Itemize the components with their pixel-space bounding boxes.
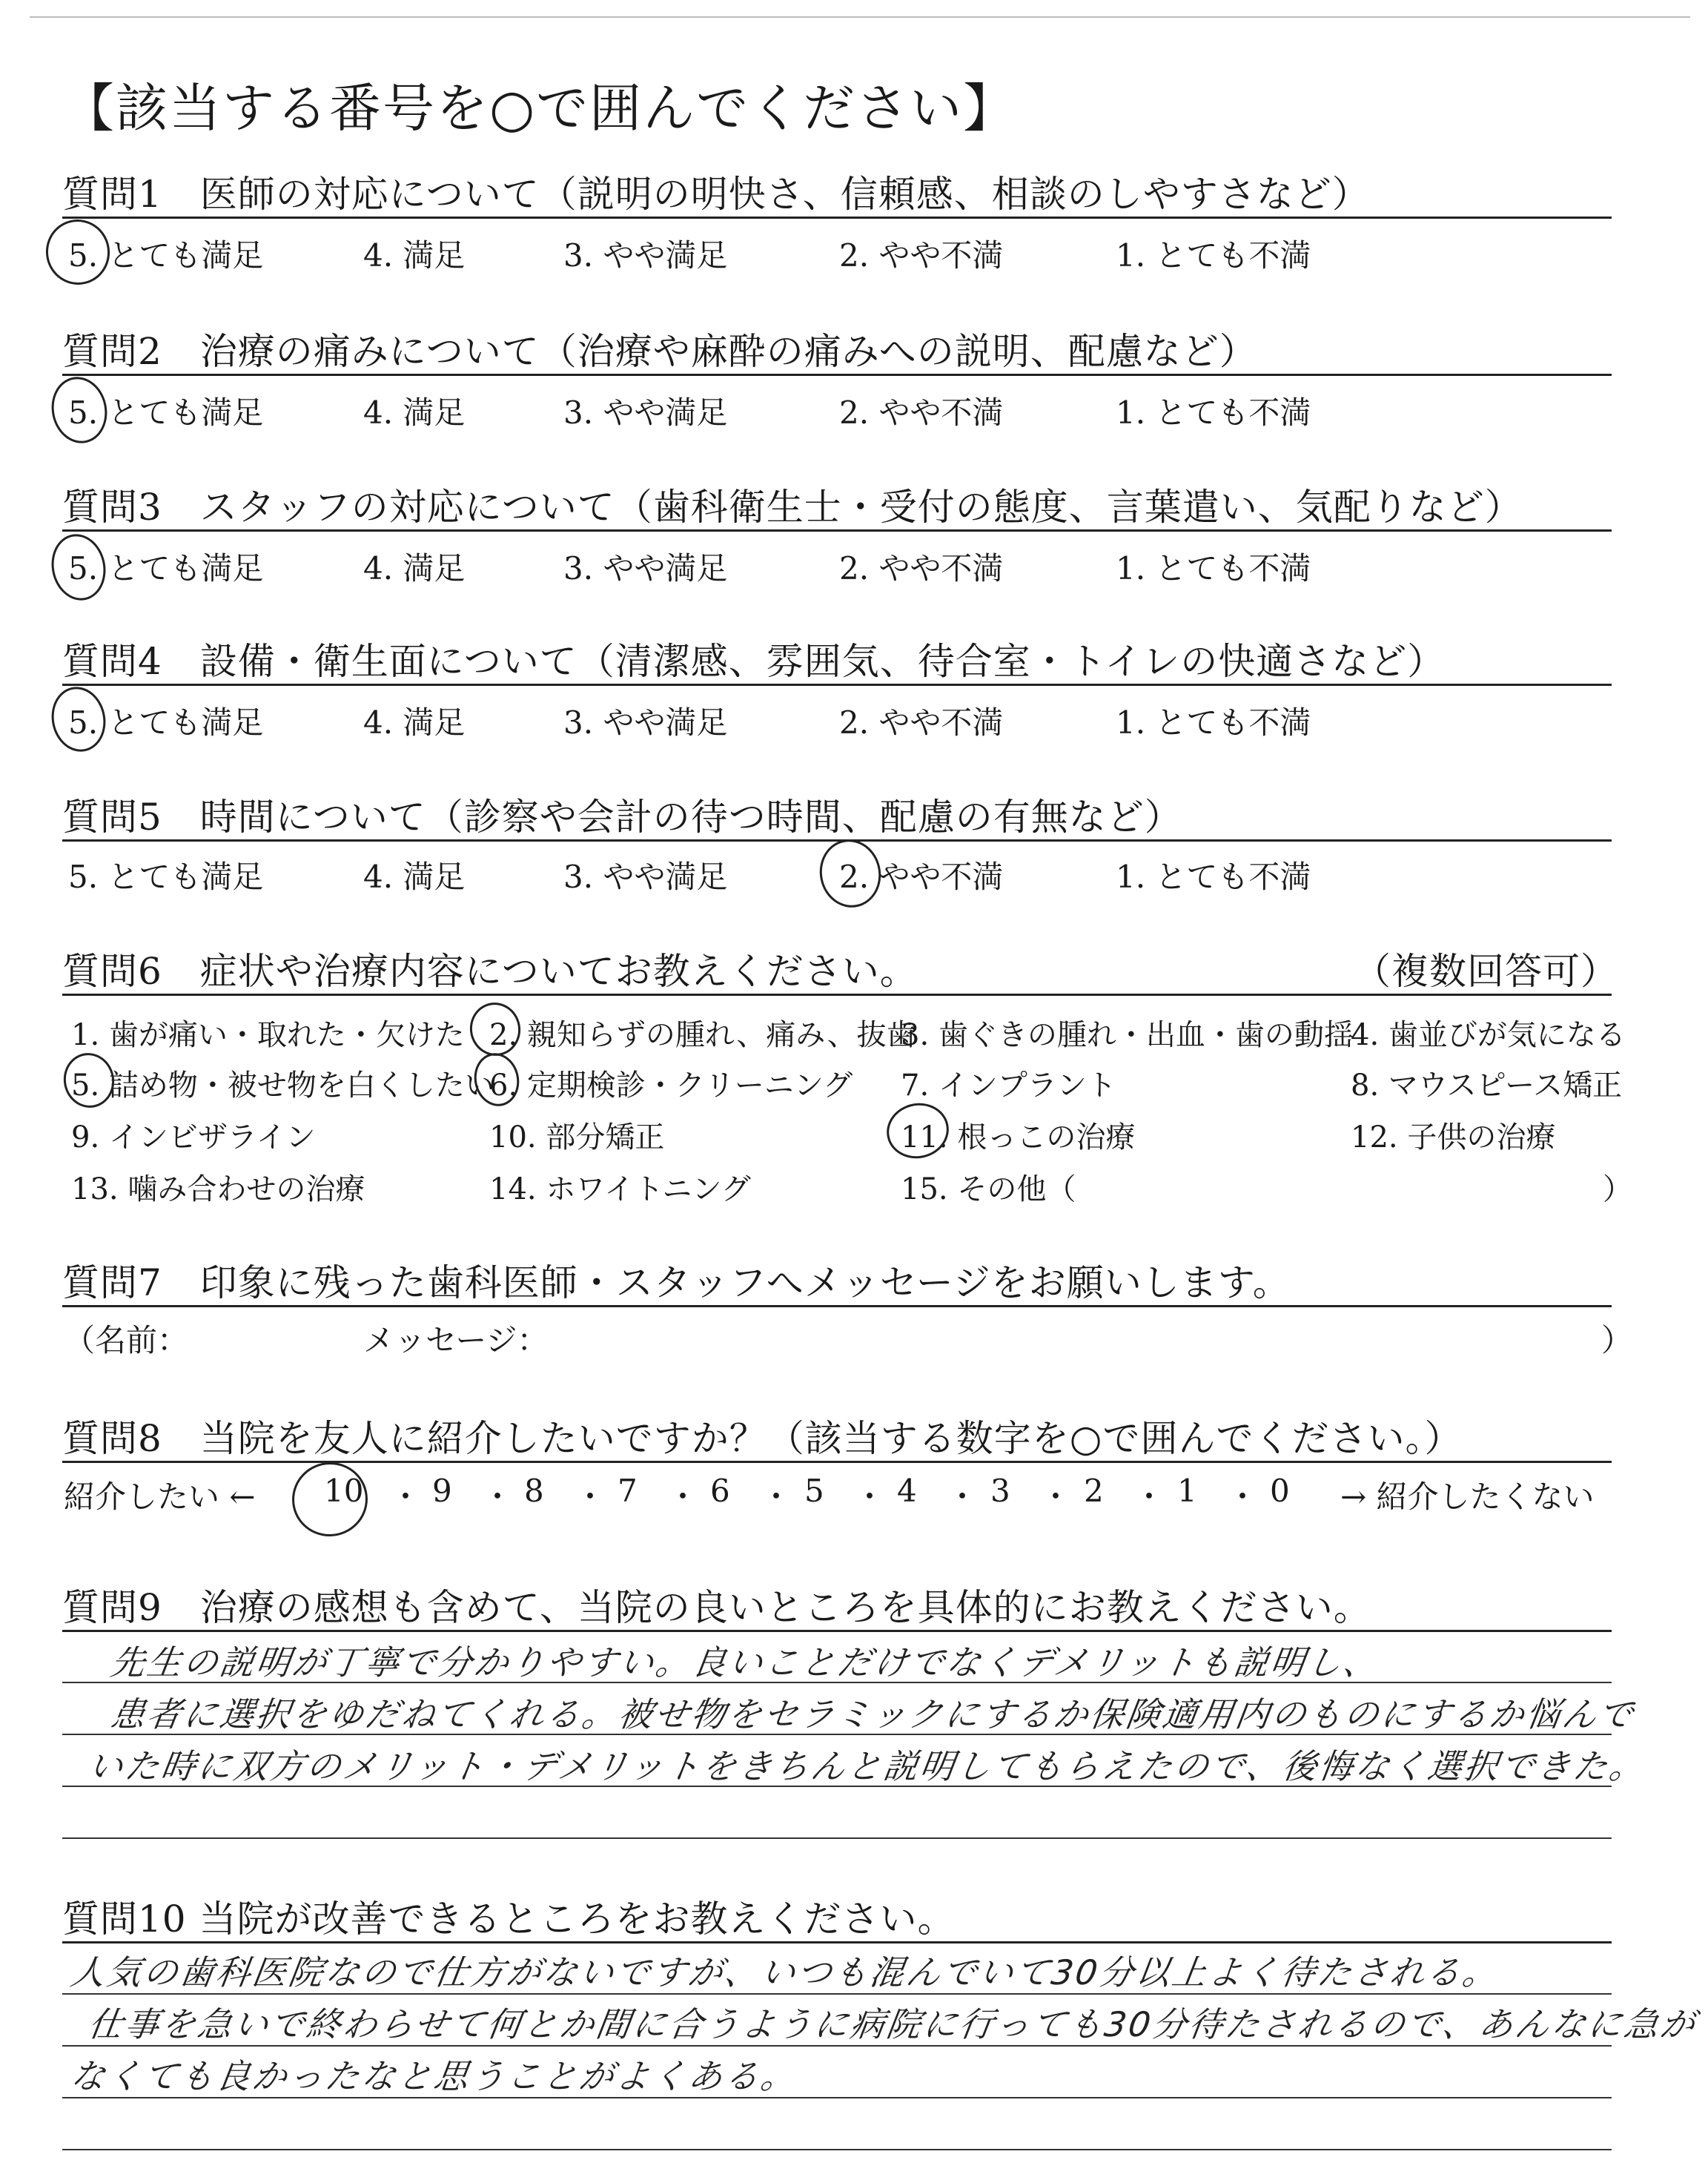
q6-option-11[interactable]: 11. 根っこの治療 — [901, 1120, 1136, 1155]
q6-rule — [62, 994, 1612, 996]
q5-option-3[interactable]: 3. やや満足 — [563, 859, 728, 895]
q8-title: 質問8 当院を友人に紹介したいですか？（該当する数字を○で囲んでください。） — [62, 1417, 1463, 1460]
q8-sep: ・ — [854, 1479, 886, 1515]
q8-sep: ・ — [1040, 1479, 1072, 1515]
q7-name-label: （名前： — [64, 1322, 189, 1358]
q2-option-2[interactable]: 2. やや不満 — [839, 394, 1004, 431]
q6-option-15-close: ） — [1603, 1172, 1632, 1206]
q5-option-2[interactable]: 2. やや不満 — [839, 859, 1004, 895]
q5-option-4[interactable]: 4. 満足 — [363, 859, 466, 895]
q1-option-1[interactable]: 1. とても不満 — [1116, 237, 1311, 274]
q4-answer-circle — [46, 681, 112, 756]
q2-option-5[interactable]: 5. とても満足 — [68, 394, 264, 431]
q6-option-6[interactable]: 6. 定期検診・クリーニング — [489, 1069, 853, 1103]
q8-sep: ・ — [761, 1479, 792, 1515]
q4-option-4[interactable]: 4. 満足 — [363, 704, 466, 741]
q6-option-15[interactable]: 15. その他（ — [901, 1172, 1076, 1206]
q10-title: 質問10 当院が改善できるところをお教えください。 — [62, 1898, 956, 1941]
q7-message-label: メッセージ： — [363, 1322, 549, 1358]
q4-option-3[interactable]: 3. やや満足 — [563, 704, 728, 741]
q5-option-1[interactable]: 1. とても不満 — [1116, 859, 1311, 895]
q8-sep: ・ — [667, 1479, 699, 1515]
q8-scale-7[interactable]: 7 — [618, 1473, 638, 1509]
q6-option-7[interactable]: 7. インプラント — [901, 1069, 1116, 1103]
q9-answer-line-3: いた時に双方のメリット・デメリットをきちんと説明してもらえたので、後悔なく選択できた。 — [85, 1746, 1649, 1786]
q6-option-10[interactable]: 10. 部分矯正 — [489, 1120, 665, 1155]
q6-title: 質問6 症状や治療内容についてお教えください。 — [62, 950, 918, 993]
q1-option-3[interactable]: 3. やや満足 — [563, 237, 728, 274]
q8-scale-1[interactable]: 1 — [1177, 1473, 1197, 1509]
q9-line-4 — [62, 1837, 1612, 1839]
q2-rule — [62, 374, 1612, 376]
q1-option-2[interactable]: 2. やや不満 — [839, 237, 1004, 274]
q3-answer-circle — [45, 529, 111, 605]
q1-title: 質問1 医師の対応について（説明の明快さ、信頼感、相談のしやすさなど） — [62, 173, 1370, 216]
q10-rule — [62, 1941, 1612, 1943]
q5-option-5[interactable]: 5. とても満足 — [68, 859, 264, 895]
q1-option-4[interactable]: 4. 満足 — [363, 237, 466, 274]
q3-title: 質問3 スタッフの対応について（歯科衛生士・受付の態度、言葉遣い、気配りなど） — [62, 486, 1523, 529]
q4-option-5[interactable]: 5. とても満足 — [68, 704, 264, 741]
q6-option-13[interactable]: 13. 噛み合わせの治療 — [71, 1172, 365, 1206]
q8-sep: ・ — [482, 1479, 514, 1515]
q9-answer-line-1: 先生の説明が丁寧で分かりやすい。良いことだけでなくデメリットも説明し、 — [107, 1642, 1383, 1682]
q3-option-4[interactable]: 4. 満足 — [363, 550, 466, 587]
q1-rule — [62, 217, 1612, 219]
q9-title: 質問9 治療の感想も含めて、当院の良いところを具体的にお教えください。 — [62, 1586, 1371, 1629]
q4-rule — [62, 684, 1612, 686]
q2-answer-circle — [45, 371, 113, 448]
q10-answer-line-2: 仕事を急いで終わらせて何とか間に合うように病院に行っても30分待たされるので、あんなに急が — [85, 2004, 1700, 2044]
q3-rule — [62, 529, 1612, 532]
q4-option-1[interactable]: 1. とても不満 — [1116, 704, 1311, 741]
q8-sep: ・ — [1227, 1479, 1259, 1515]
q6-option-12[interactable]: 12. 子供の治療 — [1351, 1120, 1556, 1155]
q5-answer-circle — [813, 833, 887, 913]
q7-rule — [62, 1305, 1612, 1307]
q6-option-8[interactable]: 8. マウスピース矯正 — [1351, 1069, 1623, 1103]
q6-option-1[interactable]: 1. 歯が痛い・取れた・欠けた — [71, 1018, 465, 1052]
q2-title: 質問2 治療の痛みについて（治療や麻酔の痛みへの説明、配慮など） — [62, 330, 1257, 373]
q6-option-3[interactable]: 3. 歯ぐきの腫れ・出血・歯の動揺 — [901, 1018, 1354, 1052]
q1-option-5[interactable]: 5. とても満足 — [68, 237, 264, 274]
page-top-line — [30, 16, 1690, 18]
q3-option-2[interactable]: 2. やや不満 — [839, 550, 1004, 587]
q10-answer-line-3: なくても良かったなと思うことがよくある。 — [67, 2056, 801, 2096]
q8-sep: ・ — [1133, 1479, 1165, 1515]
q8-scale-10[interactable]: 10 — [324, 1473, 364, 1509]
form-header: 【該当する番号を○で囲んでください】 — [62, 78, 1017, 139]
q8-scale-5[interactable]: 5 — [804, 1473, 824, 1509]
q9-answer-line-2: 患者に選択をゆだねてくれる。被せ物をセラミックにするか保険適用内のものにするか悩んで — [107, 1694, 1638, 1734]
q6-option-9[interactable]: 9. インビザライン — [71, 1120, 316, 1155]
q8-sep: ・ — [947, 1479, 979, 1515]
q8-rule — [62, 1461, 1612, 1463]
q8-right-label: → 紹介したくない — [1340, 1479, 1595, 1515]
q6-option-5[interactable]: 5. 詰め物・被せ物を白くしたい — [71, 1069, 494, 1103]
q8-left-label: 紹介したい ← — [64, 1479, 256, 1515]
q10-line-4 — [62, 2149, 1612, 2150]
q9-rule — [62, 1630, 1612, 1632]
q3-option-3[interactable]: 3. やや満足 — [563, 550, 728, 587]
q8-answer-circle — [285, 1455, 375, 1543]
q8-scale-2[interactable]: 2 — [1084, 1473, 1104, 1509]
q3-option-1[interactable]: 1. とても不満 — [1116, 550, 1311, 587]
q5-title: 質問5 時間について（診察や会計の待つ時間、配慮の有無など） — [62, 796, 1182, 839]
q2-option-1[interactable]: 1. とても不満 — [1116, 394, 1311, 431]
q7-title: 質問7 印象に残った歯科医師・スタッフへメッセージをお願いします。 — [62, 1261, 1291, 1304]
q3-option-5[interactable]: 5. とても満足 — [68, 550, 264, 587]
q10-answer-line-1: 人気の歯科医院なので仕方がないですが、いつも混んでいて30分以上よく待たされる。 — [67, 1952, 1502, 1992]
q4-title: 質問4 設備・衛生面について（清潔感、雰囲気、待合室・トイレの快適さなど） — [62, 640, 1446, 683]
q8-scale-9[interactable]: 9 — [432, 1473, 452, 1509]
q8-scale-0[interactable]: 0 — [1270, 1473, 1290, 1509]
q1-answer-circle — [40, 214, 116, 291]
q2-option-4[interactable]: 4. 満足 — [363, 394, 466, 431]
q8-scale-6[interactable]: 6 — [710, 1473, 730, 1509]
q8-sep: ・ — [575, 1479, 606, 1515]
q8-scale-3[interactable]: 3 — [990, 1473, 1010, 1509]
q2-option-3[interactable]: 3. やや満足 — [563, 394, 728, 431]
q6-option-14[interactable]: 14. ホワイトニング — [489, 1172, 751, 1206]
q8-scale-4[interactable]: 4 — [897, 1473, 917, 1509]
q4-option-2[interactable]: 2. やや不満 — [839, 704, 1004, 741]
q6-note: （複数回答可） — [1354, 950, 1618, 993]
q6-option-2[interactable]: 2. 親知らずの腫れ、痛み、抜歯 — [489, 1018, 916, 1052]
q8-scale-8[interactable]: 8 — [524, 1473, 544, 1509]
q6-option-4[interactable]: 4. 歯並びが気になる — [1351, 1018, 1626, 1052]
q8-sep: ・ — [390, 1479, 422, 1515]
q7-close: ） — [1601, 1322, 1633, 1358]
